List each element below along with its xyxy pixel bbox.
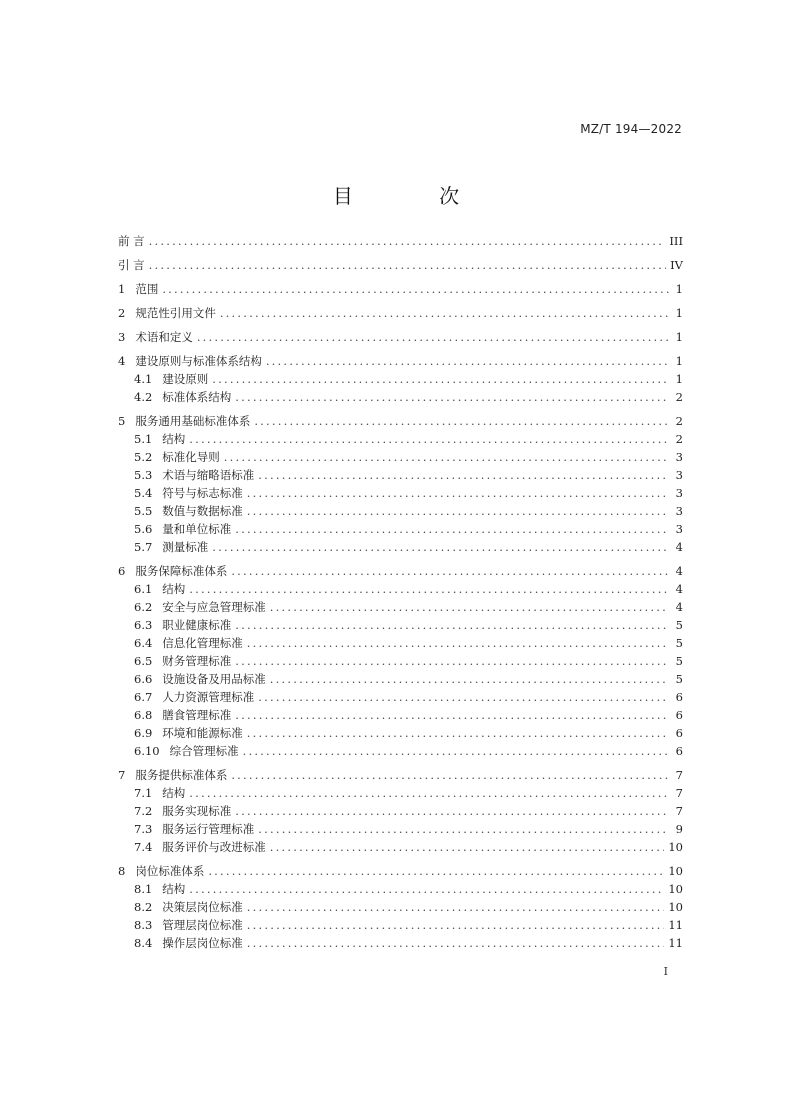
toc-entry-label: 管理层岗位标准 [162, 918, 243, 932]
toc-entry-label: 术语和定义 [135, 330, 193, 344]
toc-entry[interactable] [118, 352, 683, 370]
toc-entry[interactable] [118, 934, 683, 952]
toc-entry-page: 1 [675, 306, 683, 320]
toc-entry-label: 建设原则 [162, 372, 209, 386]
toc-entry-label: 前 言 [118, 234, 145, 248]
dot-leader [254, 412, 669, 430]
page-title: 目 次 [332, 184, 500, 208]
toc-entry-label: 膳食管理标准 [162, 708, 232, 722]
toc-entry-number: 5.3 [134, 468, 153, 482]
dot-leader [162, 280, 669, 298]
toc-entry-label: 引 言 [118, 258, 145, 272]
toc-entry-number: 8.4 [134, 936, 153, 950]
dot-leader [247, 634, 669, 652]
toc-entry-label: 标准体系结构 [162, 390, 232, 404]
toc-entry-page: 10 [668, 900, 683, 914]
toc-entry[interactable] [118, 484, 683, 502]
toc-entry[interactable] [118, 538, 683, 556]
dot-leader [270, 670, 669, 688]
toc-entry-page: 3 [675, 486, 683, 500]
dot-leader [270, 838, 665, 856]
toc-entry-page: 4 [675, 600, 683, 614]
toc-entry-number: 6 [118, 564, 126, 578]
page-number: I [663, 965, 668, 978]
toc-entry[interactable] [118, 304, 683, 322]
toc-entry-number: 6.10 [134, 744, 160, 758]
toc-entry-number: 8 [118, 864, 126, 878]
toc-entry-number: 6.5 [134, 654, 153, 668]
toc-entry-label: 服务实现标准 [162, 804, 232, 818]
dot-leader [235, 520, 669, 538]
toc-entry-label: 财务管理标准 [162, 654, 232, 668]
toc-entry[interactable] [118, 652, 683, 670]
toc-entry-number: 4.1 [134, 372, 153, 386]
toc-entry-number: 7.1 [134, 786, 153, 800]
toc-entry-number: 3 [118, 330, 126, 344]
dot-leader [220, 304, 669, 322]
toc-entry[interactable] [118, 280, 683, 298]
dot-leader [212, 370, 669, 388]
toc-entry-number: 4.2 [134, 390, 153, 404]
dot-leader [243, 742, 669, 760]
toc-entry-label: 职业健康标准 [162, 618, 232, 632]
toc-entry-number: 5 [118, 414, 126, 428]
toc-entry-label: 结构 [162, 582, 186, 596]
toc-entry-number: 8.2 [134, 900, 153, 914]
toc-entry-page: 4 [675, 540, 683, 554]
toc-entry[interactable] [118, 820, 683, 838]
toc-entry-page: IV [670, 258, 683, 272]
dot-leader [149, 232, 666, 250]
dot-leader [189, 430, 669, 448]
toc-entry[interactable] [118, 688, 683, 706]
toc-entry[interactable] [118, 232, 683, 250]
toc-entry-number: 8.3 [134, 918, 153, 932]
toc-entry-label: 测量标准 [162, 540, 209, 554]
toc-entry-page: 11 [668, 936, 683, 950]
toc-entry-number: 8.1 [134, 882, 153, 896]
dot-leader [189, 784, 669, 802]
toc-entry-label: 服务保障标准体系 [135, 564, 228, 578]
toc-entry-page: 6 [675, 744, 683, 758]
toc-entry-number: 6.6 [134, 672, 153, 686]
dot-leader [258, 688, 669, 706]
toc-entry[interactable] [118, 466, 683, 484]
toc-entry[interactable] [118, 520, 683, 538]
toc-entry-label: 数值与数据标准 [162, 504, 243, 518]
toc-entry-label: 岗位标准体系 [135, 864, 205, 878]
dot-leader [231, 766, 669, 784]
toc-entry[interactable] [118, 616, 683, 634]
toc-entry[interactable] [118, 766, 683, 784]
dot-leader [235, 802, 669, 820]
toc-entry[interactable] [118, 412, 683, 430]
toc-entry-number: 6.7 [134, 690, 153, 704]
toc-entry-label: 人力资源管理标准 [162, 690, 255, 704]
toc-entry-page: 3 [675, 468, 683, 482]
dot-leader [247, 916, 665, 934]
toc-entry-page: 6 [675, 690, 683, 704]
toc-entry[interactable] [118, 898, 683, 916]
dot-leader [235, 388, 669, 406]
dot-leader [235, 706, 669, 724]
toc-entry-label: 范围 [135, 282, 159, 296]
toc-entry-number: 6.1 [134, 582, 153, 596]
toc-entry-page: 7 [675, 768, 683, 782]
toc-entry-number: 6.3 [134, 618, 153, 632]
toc-entry-label: 决策层岗位标准 [162, 900, 243, 914]
toc-entry-number: 5.4 [134, 486, 153, 500]
toc-entry-label: 量和单位标准 [162, 522, 232, 536]
toc-entry-page: 5 [675, 618, 683, 632]
toc-entry-page: 3 [675, 504, 683, 518]
toc-entry-label: 标准化导则 [162, 450, 220, 464]
toc-entry-page: 10 [668, 840, 683, 854]
toc-entry[interactable] [118, 706, 683, 724]
dot-leader [208, 862, 664, 880]
dot-leader [212, 538, 669, 556]
dot-leader [247, 934, 665, 952]
toc-entry-label: 结构 [162, 786, 186, 800]
toc-entry[interactable] [118, 370, 683, 388]
toc-entry-page: 7 [675, 804, 683, 818]
toc-entry-page: 4 [675, 564, 683, 578]
toc-entry[interactable] [118, 448, 683, 466]
dot-leader [258, 820, 669, 838]
toc-entry-page: 1 [675, 354, 683, 368]
toc-entry-number: 1 [118, 282, 126, 296]
toc-entry-number: 7.2 [134, 804, 153, 818]
toc-entry-label: 设施设备及用品标准 [162, 672, 266, 686]
dot-leader [189, 580, 669, 598]
toc-entry-label: 规范性引用文件 [135, 306, 216, 320]
toc-entry-label: 操作层岗位标准 [162, 936, 243, 950]
toc-entry-label: 服务提供标准体系 [135, 768, 228, 782]
dot-leader [258, 466, 669, 484]
toc-entry-page: 2 [675, 390, 683, 404]
toc-entry-number: 2 [118, 306, 126, 320]
toc-entry-number: 7.4 [134, 840, 153, 854]
dot-leader [270, 598, 669, 616]
toc-entry-number: 5.2 [134, 450, 153, 464]
toc-entry-number: 5.1 [134, 432, 153, 446]
toc-entry-page: 1 [675, 282, 683, 296]
toc-entry-label: 服务评价与改进标准 [162, 840, 266, 854]
toc-entry-number: 5.7 [134, 540, 153, 554]
toc-entry-number: 6.4 [134, 636, 153, 650]
toc-entry-label: 服务通用基础标准体系 [135, 414, 251, 428]
toc-entry[interactable] [118, 502, 683, 520]
toc-entry-page: 9 [675, 822, 683, 836]
toc-entry-page: 1 [675, 372, 683, 386]
toc-entry[interactable] [118, 430, 683, 448]
toc-entry-page: 10 [668, 864, 683, 878]
toc-entry-label: 结构 [162, 432, 186, 446]
toc-entry-label: 术语与缩略语标准 [162, 468, 255, 482]
toc-entry[interactable] [118, 862, 683, 880]
toc-entry-page: 2 [675, 432, 683, 446]
toc-entry-page: 3 [675, 522, 683, 536]
toc-entry-number: 7 [118, 768, 126, 782]
toc-entry-label: 综合管理标准 [169, 744, 239, 758]
dot-leader [231, 562, 669, 580]
dot-leader [224, 448, 669, 466]
toc-entry-label: 安全与应急管理标准 [162, 600, 266, 614]
toc-entry-label: 服务运行管理标准 [162, 822, 255, 836]
toc-entry[interactable] [118, 724, 683, 742]
toc-entry[interactable] [118, 670, 683, 688]
toc-entry[interactable] [118, 598, 683, 616]
toc-entry-page: 6 [675, 708, 683, 722]
dot-leader [247, 724, 669, 742]
toc-entry-number: 6.2 [134, 600, 153, 614]
toc-entry-number: 5.6 [134, 522, 153, 536]
toc-entry[interactable] [118, 580, 683, 598]
toc-entry-label: 信息化管理标准 [162, 636, 243, 650]
toc-entry[interactable] [118, 742, 683, 760]
toc-entry[interactable] [118, 562, 683, 580]
toc-entry-page: III [669, 234, 683, 248]
toc-entry-page: 2 [675, 414, 683, 428]
dot-leader [197, 328, 669, 346]
toc-entry[interactable] [118, 328, 683, 346]
toc-entry-label: 建设原则与标准体系结构 [135, 354, 262, 368]
toc-entry-page: 11 [668, 918, 683, 932]
toc-entry-page: 5 [675, 636, 683, 650]
toc-entry[interactable] [118, 880, 683, 898]
toc-entry-label: 符号与标志标准 [162, 486, 243, 500]
toc-entry[interactable] [118, 784, 683, 802]
table-of-contents [118, 232, 683, 952]
toc-entry-number: 7.3 [134, 822, 153, 836]
toc-entry-label: 结构 [162, 882, 186, 896]
toc-entry-page: 6 [675, 726, 683, 740]
dot-leader [189, 880, 664, 898]
toc-entry[interactable] [118, 916, 683, 934]
toc-entry-label: 环境和能源标准 [162, 726, 243, 740]
toc-entry-page: 1 [675, 330, 683, 344]
dot-leader [149, 256, 666, 274]
dot-leader [247, 502, 669, 520]
toc-entry-page: 5 [675, 654, 683, 668]
toc-entry-page: 4 [675, 582, 683, 596]
toc-entry-page: 7 [675, 786, 683, 800]
toc-entry-number: 5.5 [134, 504, 153, 518]
toc-entry-number: 4 [118, 354, 126, 368]
dot-leader [235, 652, 669, 670]
toc-entry[interactable] [118, 838, 683, 856]
dot-leader [235, 616, 669, 634]
toc-entry-page: 10 [668, 882, 683, 896]
dot-leader [266, 352, 669, 370]
toc-entry[interactable] [118, 256, 683, 274]
toc-entry[interactable] [118, 634, 683, 652]
toc-entry[interactable] [118, 802, 683, 820]
toc-entry-page: 5 [675, 672, 683, 686]
dot-leader [247, 484, 669, 502]
toc-entry-page: 3 [675, 450, 683, 464]
toc-entry[interactable] [118, 388, 683, 406]
toc-entry-number: 6.8 [134, 708, 153, 722]
toc-entry-number: 6.9 [134, 726, 153, 740]
standard-code: MZ/T 194—2022 [580, 122, 682, 136]
dot-leader [247, 898, 665, 916]
